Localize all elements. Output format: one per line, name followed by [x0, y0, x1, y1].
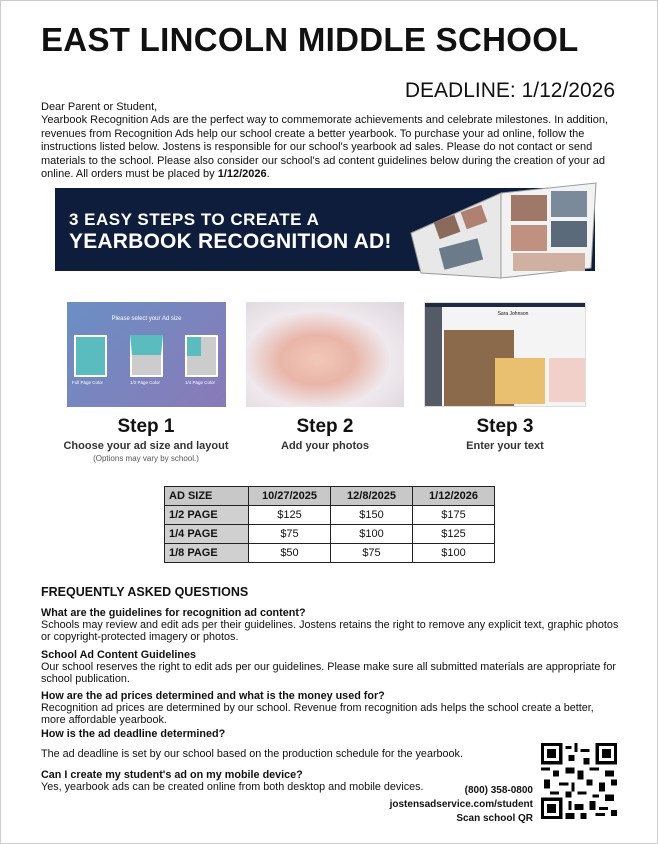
banner-line1: 3 EASY STEPS TO CREATE A [69, 210, 320, 229]
step-title: Step 3 [476, 416, 534, 437]
cell: $125 [249, 506, 331, 525]
step-2 [225, 416, 425, 452]
website-link[interactable]: jostensadservice.com/student [389, 799, 533, 810]
cell: 1/2 PAGE [165, 506, 249, 525]
faq-answer: Schools may review and edit ads per their guidelines. Jostens retains the right to remove any explicit text, graphic photos or copyright-protected imagery or photos. [41, 619, 619, 643]
greeting: Dear Parent or Student, [41, 101, 158, 113]
header-cell: AD SIZE [165, 487, 249, 506]
cell: $150 [331, 506, 413, 525]
step-3 [405, 416, 605, 452]
intro-end: . [266, 168, 270, 181]
qr-code[interactable] [541, 743, 617, 819]
cell: $50 [249, 544, 331, 563]
header-cell: 12/8/2025 [331, 487, 413, 506]
faq-item [41, 728, 531, 760]
cell: $75 [249, 525, 331, 544]
step-subtitle: Enter your text [466, 440, 544, 452]
step-title: Step 2 [296, 416, 354, 437]
faq-heading: FREQUENTLY ASKED QUESTIONS [41, 585, 249, 599]
opt1-label: Full Page Color [72, 380, 104, 385]
banner-line2: YEARBOOK RECOGNITION AD! [69, 230, 392, 253]
school-title: EAST LINCOLN MIDDLE SCHOOL [41, 21, 579, 58]
intro-letter [41, 101, 626, 181]
full-page-option [74, 335, 107, 377]
step-1 [46, 416, 246, 463]
cell: $175 [413, 506, 495, 525]
cell: 1/4 PAGE [165, 525, 249, 544]
faq-item [41, 690, 621, 726]
faq-answer: Yes, yearbook ads can be created online from both desktop and mobile devices. [41, 781, 424, 793]
contact-info [390, 784, 533, 826]
qr-label: Scan school QR [456, 813, 533, 824]
faq-question: School Ad Content Guidelines [41, 649, 196, 661]
faq-answer: The ad deadline is set by our school based on the production schedule for the yearbook. [41, 748, 463, 760]
phone: (800) 358-0800 [464, 785, 533, 796]
ad-editor-preview [424, 302, 586, 407]
faq-answer: Our school reserves the right to edit ads per our guidelines. Please make sure all submitted materials are appropriate for school publication. [41, 661, 616, 685]
cell: $100 [331, 525, 413, 544]
step-title: Step 1 [117, 416, 175, 437]
cell: $100 [413, 544, 495, 563]
price-table [164, 486, 495, 563]
preview-name: Sara Johnson [497, 311, 529, 317]
faq-item [41, 649, 621, 685]
select-ad-size-title: Please select your Ad size [111, 316, 182, 322]
header-cell: 10/27/2025 [249, 487, 331, 506]
cell: $75 [331, 544, 413, 563]
yearbook-image [401, 173, 601, 285]
table-header [165, 487, 495, 506]
header-cell: 1/12/2026 [413, 487, 495, 506]
faq-item [41, 769, 441, 793]
faq-item [41, 607, 621, 643]
faq-question: How is the ad deadline determined? [41, 728, 226, 740]
cell: 1/8 PAGE [165, 544, 249, 563]
intro-date: 1/12/2026 [217, 168, 267, 181]
opt2-label: 1/2 Page Color [130, 380, 161, 385]
faq-question: How are the ad prices determined and what is the money used for? [41, 690, 385, 702]
cell: $125 [413, 525, 495, 544]
step-subtitle: Add your photos [281, 440, 369, 452]
table-row [165, 544, 495, 563]
step-note: (Options may vary by school.) [93, 454, 199, 463]
table-row [165, 525, 495, 544]
table-row [165, 506, 495, 525]
faq-answer: Recognition ad prices are determined by our school. Revenue from recognition ads helps the school create a better, more affordable yearbook. [41, 702, 594, 726]
intro-body: Yearbook Recognition Ads are the perfect way to commemorate achievements and celebrate milestones. In addition, revenues from Recognition Ads help our school create a better yearbook. To purchase your ad online, follow the instructions listed below. Jostens is responsible for our school's yearbook ad sales. Please do not contact or send materials to the school. Please also consider our school's ad content guidelines below during the creation of your ad online. All orders must be placed by [41, 114, 609, 181]
faq-question: What are the guidelines for recognition ad content? [41, 607, 306, 619]
ad-size-selector-image [67, 302, 226, 407]
baby-photo [246, 302, 404, 407]
quarter-page-option [185, 335, 218, 377]
half-page-option [130, 335, 163, 377]
opt3-label: 1/4 Page Color [185, 380, 216, 385]
step-subtitle: Choose your ad size and layout [63, 440, 229, 452]
faq-question: Can I create my student's ad on my mobile device? [41, 769, 303, 781]
deadline: DEADLINE: 1/12/2026 [404, 79, 615, 102]
